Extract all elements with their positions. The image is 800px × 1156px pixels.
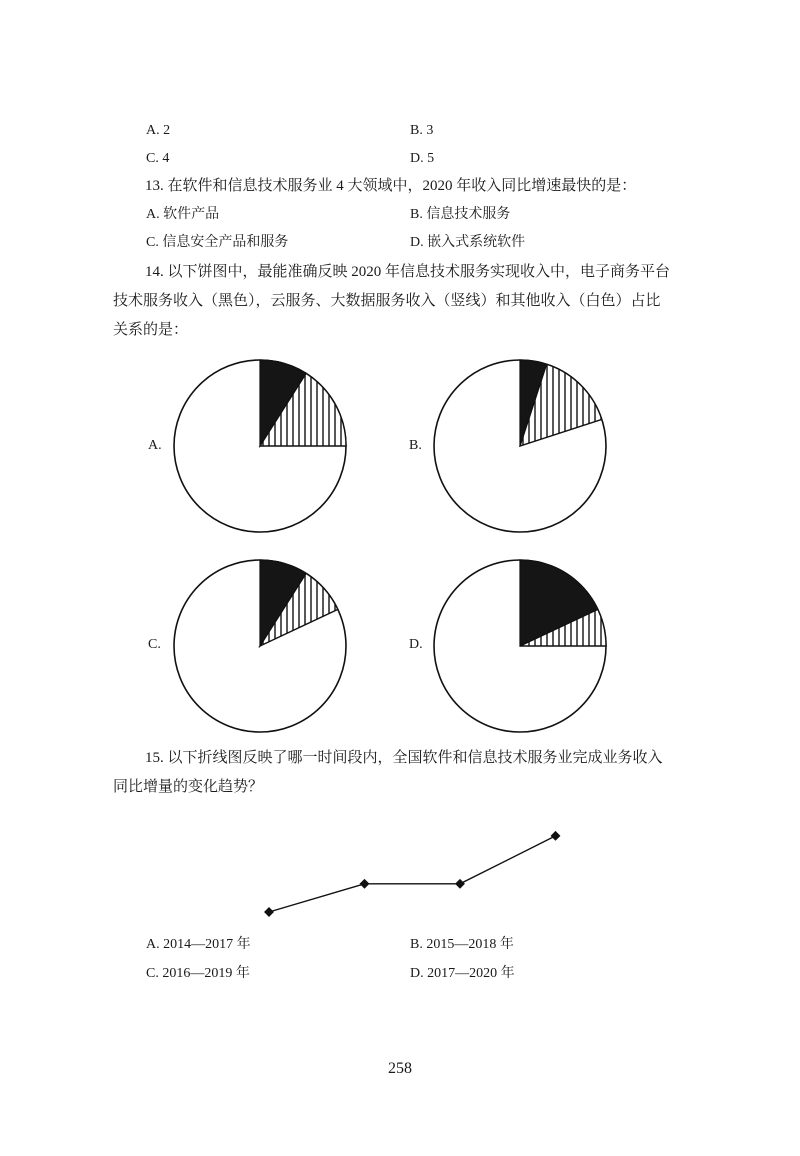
q13-option-b: B. 信息技术服务 (410, 207, 511, 222)
q12-option-d: D. 5 (410, 151, 435, 166)
line-point-3 (551, 831, 561, 841)
pie-chart-d (430, 556, 610, 736)
pie-chart-c (170, 556, 350, 736)
line-point-0 (264, 907, 274, 917)
line-point-2 (455, 879, 465, 889)
pie-c-label: C. (148, 637, 161, 652)
pie-chart-a (170, 356, 350, 536)
q13-option-c: C. 信息安全产品和服务 (146, 235, 289, 250)
q15-option-c: C. 2016—2019 年 (146, 966, 250, 981)
pie-chart-b (430, 356, 610, 536)
q12-option-a: A. 2 (146, 123, 171, 138)
q15-stem-line2: 同比增量的变化趋势？ (113, 779, 264, 795)
q14-stem-line2: 技术服务收入（黑色），云服务、大数据服务收入（竖线）和其他收入（白色）占比 (113, 293, 661, 309)
q13-stem: 13. 在软件和信息技术服务业 4 大领域中，2020 年收入同比增速最快的是： (145, 178, 637, 194)
pie-b-label: B. (409, 438, 422, 453)
q14-stem-line1: 14. 以下饼图中，最能准确反映 2020 年信息技术服务实现收入中，电子商务平台 (145, 264, 671, 280)
q12-option-b: B. 3 (410, 123, 434, 138)
q12-option-c: C. 4 (146, 151, 170, 166)
line-point-1 (360, 879, 370, 889)
q15-option-a: A. 2014—2017 年 (146, 937, 251, 952)
page-number: 258 (388, 1060, 412, 1077)
q15-stem-line1: 15. 以下折线图反映了哪一时间段内，全国软件和信息技术服务业完成业务收入 (145, 750, 663, 766)
q14-stem-line3: 关系的是： (113, 322, 189, 338)
q15-option-d: D. 2017—2020 年 (410, 966, 515, 981)
q15-line-chart (250, 805, 570, 925)
q15-option-b: B. 2015—2018 年 (410, 937, 514, 952)
line-series (269, 836, 556, 912)
q13-option-a: A. 软件产品 (146, 207, 220, 222)
q13-option-d: D. 嵌入式系统软件 (410, 235, 526, 250)
pie-a-label: A. (148, 438, 162, 453)
pie-d-label: D. (409, 637, 423, 652)
